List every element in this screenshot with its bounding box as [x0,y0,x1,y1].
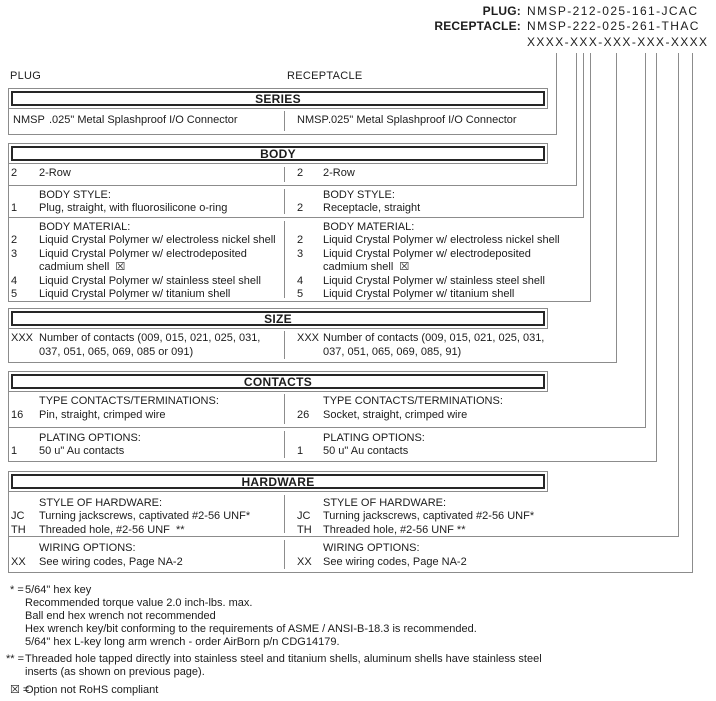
body-material-right-code: 3 [297,248,304,260]
series-section-title: SERIES [11,91,545,106]
size-left-line1: Number of contacts (009, 015, 021, 025, 031, [39,332,261,344]
body-row-count-row [8,164,577,186]
size-section-title: SIZE [11,311,545,326]
contacts-section-title: CONTACTS [11,374,545,389]
receptacle-part-number-line [434,19,713,33]
wiring-right-desc: See wiring codes, Page NA-2 [323,556,467,568]
bracket-line-body-row [576,53,577,164]
body-material-right-desc: Liquid Crystal Polymer w/ electrodeposited [323,248,531,260]
series-row [8,108,557,135]
plug-part-number-label: PLUG: [482,4,521,18]
body-material-left-code: 2 [11,234,18,246]
plating-right-desc: 50 u" Au contacts [323,445,409,457]
receptacle-column-label: RECEPTACLE [287,70,363,82]
wiring-column-divider [284,540,285,569]
footnote-star-marker: * = [10,584,24,596]
contact-type-row [8,391,646,428]
bracket-line-wiring [692,53,693,537]
footnote-double-star-line: Threaded hole tapped directly into stainless steel and titanium shells, aluminum shells have stainless steel [25,653,542,665]
size-right-line1: Number of contacts (009, 015, 021, 025, 031, [323,332,545,344]
body-material-left-desc: Liquid Crystal Polymer w/ titanium shell [39,288,231,300]
series-section-header [8,88,548,109]
body-style-column-divider [284,189,285,214]
hardware-style-right-desc: Turning jackscrews, captivated #2-56 UNF* [323,510,535,522]
plating-column-divider [284,431,285,458]
footnote-double-star-marker: ** = [6,653,25,665]
size-row [8,328,617,363]
receptacle-part-number-label: RECEPTACLE: [434,19,521,33]
hardware-style-right-desc: Threaded hole, #2-56 UNF ** [323,524,466,536]
body-row-column-divider [284,167,285,182]
size-left-line2: 037, 051, 065, 069, 085 or 091) [39,346,194,358]
body-row-right-desc: 2-Row [323,167,355,179]
contact-type-column-divider [284,394,285,424]
plug-part-number-value: NMSP-212-025-161-JCAC [527,4,699,18]
footnote-rohs-marker: ☒ = [10,684,30,696]
plating-left-header: PLATING OPTIONS: [39,432,141,444]
part-number-mask-line [527,35,713,49]
body-material-left-desc: Liquid Crystal Polymer w/ stainless steel shell [39,275,261,287]
body-material-right-code: 2 [297,234,304,246]
body-material-left-desc: Liquid Crystal Polymer w/ electrodeposited [39,248,247,260]
size-left-code: XXX [11,332,34,344]
wiring-left-header: WIRING OPTIONS: [39,542,136,554]
bracket-line-hardware-style [678,53,679,491]
wiring-right-code: XX [297,556,312,568]
footnote-star-line: Recommended torque value 2.0 inch-lbs. max. [25,597,253,609]
hardware-section-title: HARDWARE [11,474,545,489]
bracket-line-contact-type [645,53,646,391]
body-material-left-header: BODY MATERIAL: [39,221,131,233]
body-material-right-desc: Liquid Crystal Polymer w/ electroless nickel shell [323,234,560,246]
plating-left-code: 1 [11,445,18,457]
contact-type-right-code: 26 [297,409,310,421]
wiring-right-header: WIRING OPTIONS: [323,542,420,554]
contact-type-left-code: 16 [11,409,24,421]
hardware-style-column-divider [284,495,285,533]
body-section-header [8,143,548,164]
wiring-row [8,537,693,573]
body-material-right-code: 5 [297,288,304,300]
hardware-style-left-desc: Threaded hole, #2-56 UNF ** [39,524,185,536]
series-column-divider [284,111,285,131]
body-material-right-desc-cont: cadmium shell ☒ [323,261,410,273]
contacts-section-header [8,371,548,392]
body-style-row [8,186,584,218]
body-section-title: BODY [11,146,545,161]
body-style-right-desc: Receptacle, straight [323,202,421,214]
contact-type-right-header: TYPE CONTACTS/TERMINATIONS: [323,395,503,407]
contact-type-left-header: TYPE CONTACTS/TERMINATIONS: [39,395,219,407]
footnote-star-line: 5/64" hex key [25,584,92,596]
hardware-style-left-header: STYLE OF HARDWARE: [39,497,163,509]
body-material-right-header: BODY MATERIAL: [323,221,415,233]
hardware-style-right-header: STYLE OF HARDWARE: [323,497,447,509]
receptacle-part-number-value: NMSP-222-025-261-THAC [527,19,700,33]
part-number-mask: XXXX-XXX-XXX-XXX-XXXX [527,35,709,49]
body-material-right-desc: Liquid Crystal Polymer w/ stainless steel shell [323,275,545,287]
hardware-style-left-code: JC [11,510,25,522]
body-material-right-code: 4 [297,275,304,287]
hardware-style-row [8,491,679,537]
plating-right-header: PLATING OPTIONS: [323,432,425,444]
bracket-line-series [556,53,557,108]
footnote-double-star-line: inserts (as shown on previous page). [25,666,205,678]
footnote-rohs-line: Option not RoHS compliant [25,684,159,696]
body-material-left-desc: Liquid Crystal Polymer w/ electroless nickel shell [39,234,276,246]
plating-row [8,428,657,462]
wiring-left-code: XX [11,556,26,568]
body-style-left-desc: Plug, straight, with fluorosilicone o-ring [39,202,228,214]
bracket-line-body-style [583,53,584,186]
body-material-left-code: 3 [11,248,18,260]
series-right-code: NMSP [297,114,329,126]
body-material-left-desc-cont: cadmium shell ☒ [39,261,126,273]
size-column-divider [284,331,285,359]
body-style-right-header: BODY STYLE: [323,189,395,201]
plug-part-number-line [483,4,713,18]
size-right-code: XXX [297,332,320,344]
series-left-desc: .025" Metal Splashproof I/O Connector [49,114,238,126]
plating-left-desc: 50 u" Au contacts [39,445,125,457]
size-section-header [8,308,548,329]
plating-right-code: 1 [297,445,304,457]
plug-column-label: PLUG [10,70,42,82]
footnote-star-line: Ball end hex wrench not recommended [25,610,216,622]
body-material-row [8,218,591,302]
bracket-line-size [616,53,617,328]
footnote-star-line: 5/64" hex L-key long arm wrench - order AirBorn p/n CDG14179. [25,636,340,648]
hardware-style-right-code: TH [297,524,312,536]
body-material-right-desc: Liquid Crystal Polymer w/ titanium shell [323,288,515,300]
contact-type-left-desc: Pin, straight, crimped wire [39,409,166,421]
body-material-left-code: 5 [11,288,18,300]
body-style-right-code: 2 [297,202,304,214]
hardware-section-header [8,471,548,492]
body-row-left-desc: 2-Row [39,167,71,179]
body-style-left-code: 1 [11,202,18,214]
body-material-column-divider [284,221,285,298]
wiring-left-desc: See wiring codes, Page NA-2 [39,556,183,568]
series-right-desc: .025" Metal Splashproof I/O Connector [328,114,517,126]
body-style-left-header: BODY STYLE: [39,189,111,201]
body-material-left-code: 4 [11,275,18,287]
size-right-line2: 037, 051, 065, 069, 085, 91) [323,346,462,358]
bracket-line-plating [656,53,657,428]
body-row-right-code: 2 [297,167,304,179]
hardware-style-left-code: TH [11,524,26,536]
hardware-style-left-desc: Turning jackscrews, captivated #2-56 UNF* [39,510,251,522]
contact-type-right-desc: Socket, straight, crimped wire [323,409,468,421]
hardware-style-right-code: JC [297,510,311,522]
footnote-star-line: Hex wrench key/bit conforming to the requirements of ASME / ANSI-B-18.3 is recommended. [25,623,477,635]
body-row-left-code: 2 [11,167,18,179]
bracket-line-body-material [590,53,591,218]
series-left-code: NMSP [13,114,45,126]
